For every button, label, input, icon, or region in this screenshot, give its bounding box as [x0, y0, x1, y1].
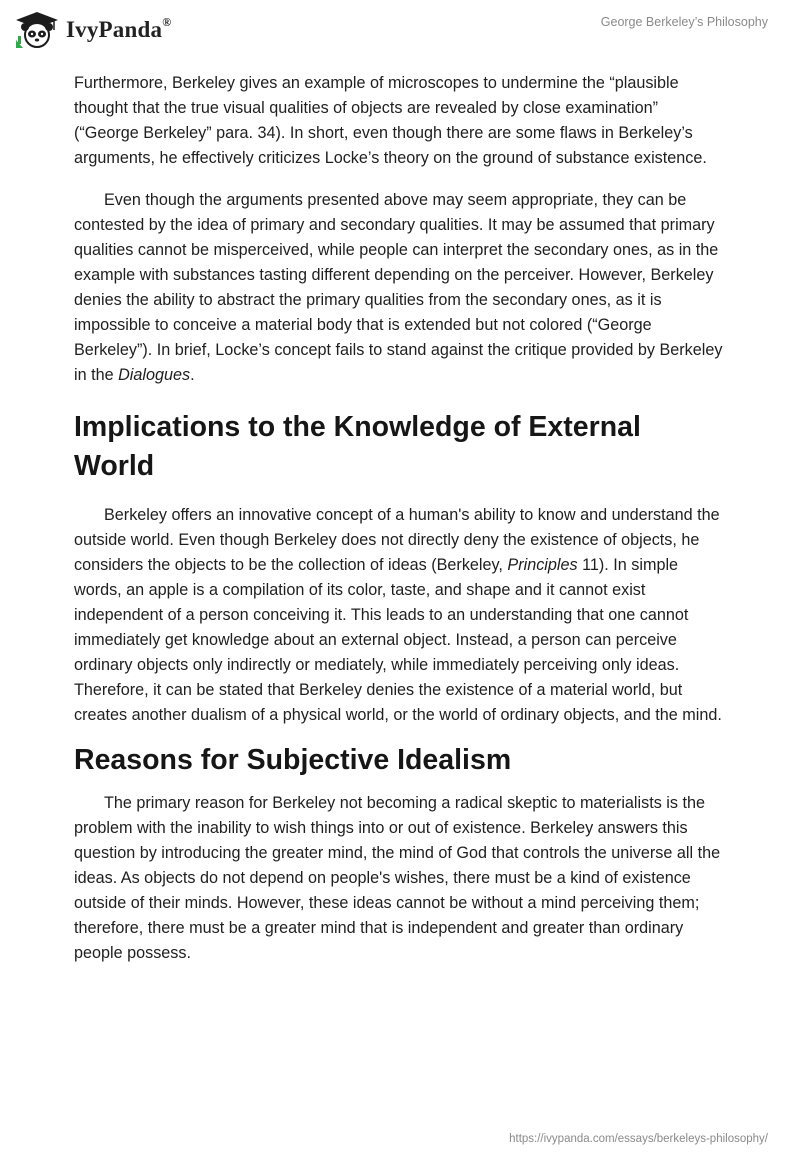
paragraph-3: Berkeley offers an innovative concept of a human's ability to know and understand the outside world. Even though Berkeley does not directly deny the existence of objects, he considers the objects to be the collection of ideas (Berkeley, Principles 11). In simple words, an apple is a compilation of its color, taste, and shape and it cannot exist independent of a person conceiving it. This leads to an understanding that one cannot immediately get knowledge about an external object. Instead, a person can perceive ordinary objects only indirectly or mediately, while immediately perceiving only ideas. Therefore, it can be stated that Berkeley denies the existence of a material world, but creates another dualism of a physical world, or the world of ordinary objects, and the mind.: [74, 506, 722, 724]
dialogues-title: Dialogues: [118, 366, 191, 384]
paragraph-2: Even though the arguments presented above may seem appropriate, they can be contested by the idea of primary and secondary qualities. It may be assumed that primary qualities cannot be misperceived, while people can interpret the secondary ones, as in the example with substances tasting different depending on the perceiver. However, Berkeley denies the ability to abstract the primary qualities from the secondary ones, as it is impossible to conceive a material body that is extended but not colored (“George Berkeley”). In brief, Locke’s concept fails to stand against the critique provided by Berkeley in the Dialogues.: [74, 191, 723, 384]
heading-reasons: Reasons for Subjective Idealism: [74, 744, 512, 776]
brand-name: IvyPanda®: [66, 15, 172, 42]
heading-implications: Implications to the Knowledge of External World: [74, 411, 641, 482]
paragraph-1: Furthermore, Berkeley gives an example of microscopes to undermine the “plausible thought that the true visual qualities of objects are revealed by close examination” (“George Berkeley” para. 34). In short, even though there are some flaws in Berkeley’s arguments, he effectively criticizes Locke’s theory on the ground of substance existence.: [74, 74, 707, 167]
brand-logo[interactable]: [14, 10, 171, 50]
page-header: [0, 0, 800, 60]
running-title: George Berkeley’s Philosophy: [600, 15, 768, 29]
panda-graduate-icon: [14, 10, 60, 50]
essay-content: [74, 71, 724, 976]
source-url[interactable]: https://ivypanda.com/essays/berkeleys-philosophy/: [509, 1133, 768, 1145]
principles-title: Principles: [507, 556, 578, 574]
paragraph-4: The primary reason for Berkeley not becoming a radical skeptic to materialists is the problem with the inability to wish things into or out of existence. Berkeley answers this question by introducing the greater mind, the mind of God that controls the universe all the ideas. As objects do not depend on people's wishes, there must be a kind of existence outside of their minds. However, these ideas cannot be without a mind perceiving them; therefore, there must be a greater mind that is independent and greater than ordinary people possess.: [74, 794, 721, 962]
